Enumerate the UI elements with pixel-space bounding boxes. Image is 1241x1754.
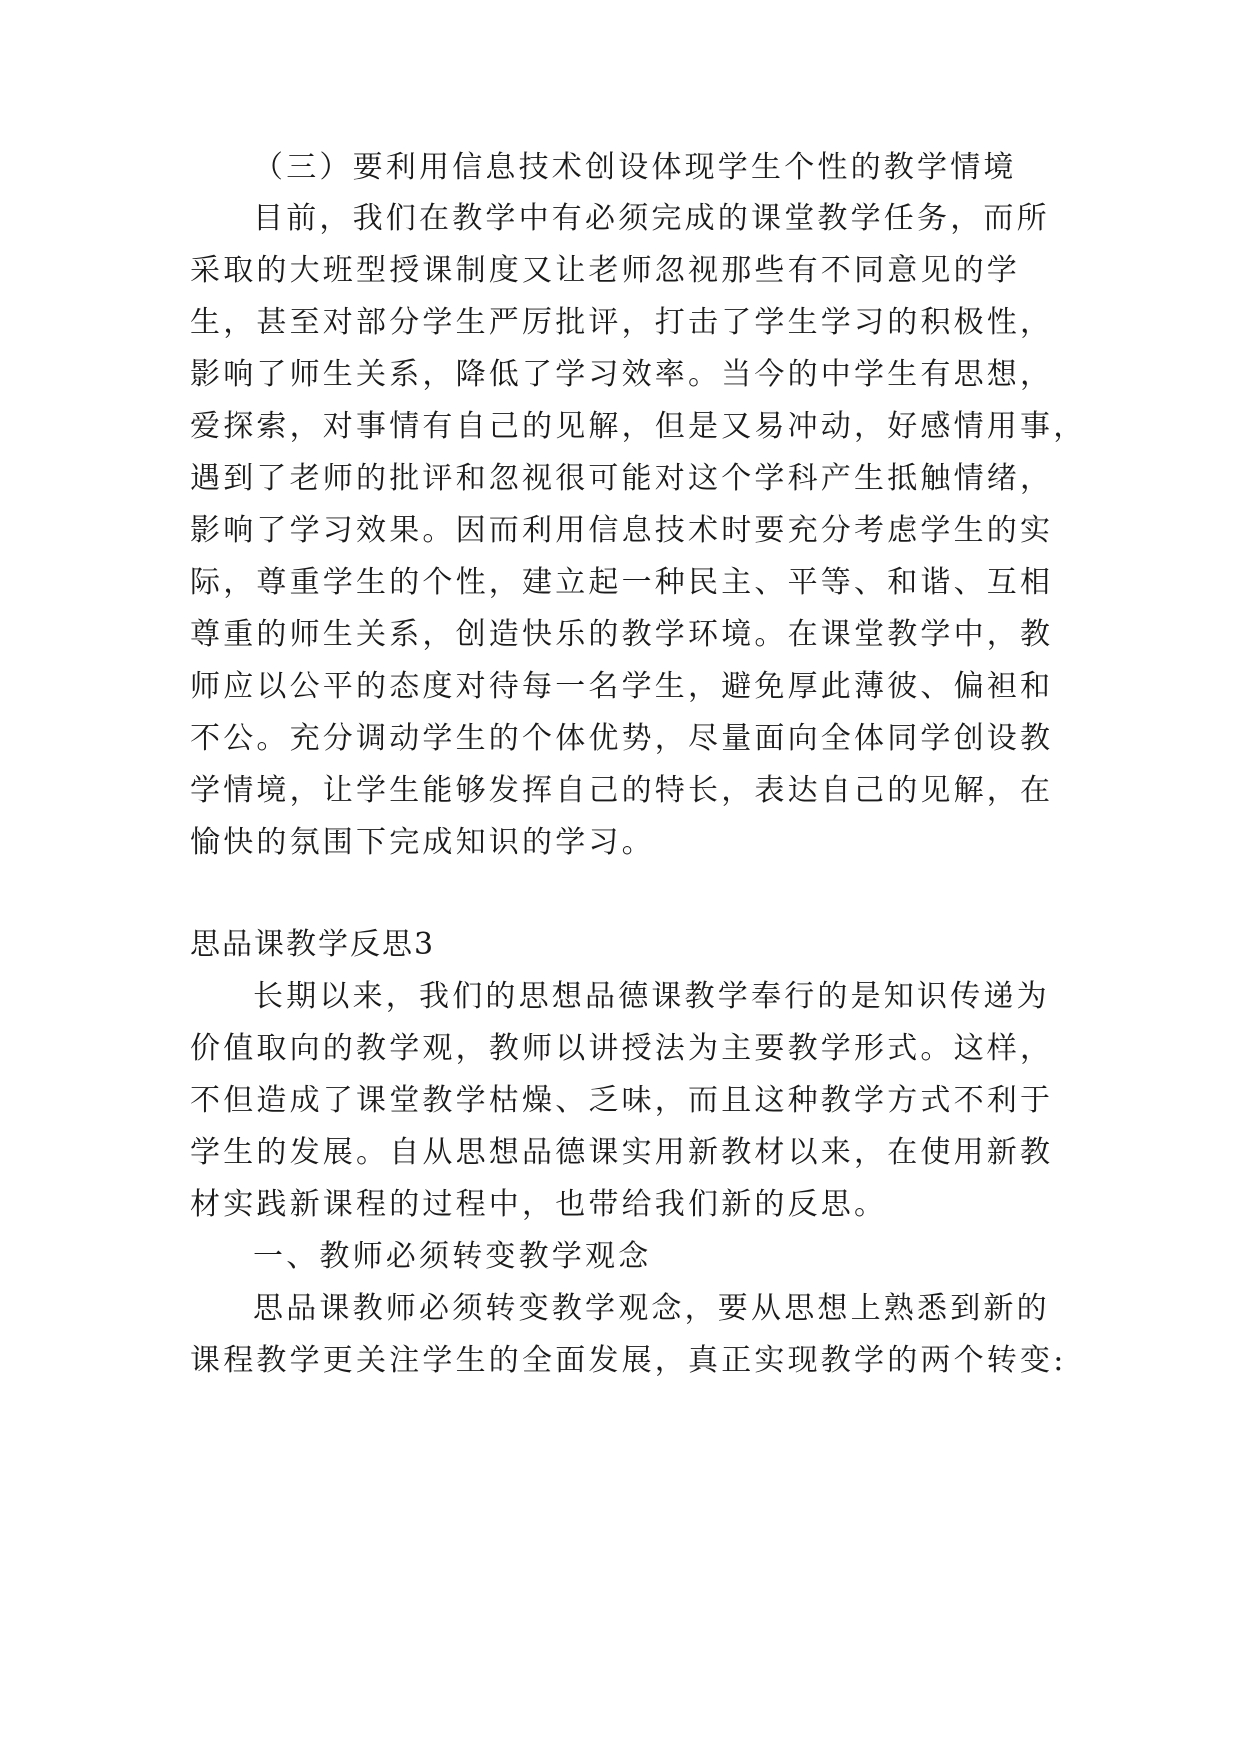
- section-title: 思品课教学反思3: [190, 927, 436, 962]
- paragraph-line: 际，尊重学生的个性，建立起一种民主、平等、和谐、互相: [190, 565, 1054, 600]
- paragraph-line: 影响了学习效果。因而利用信息技术时要充分考虑学生的实: [190, 513, 1054, 548]
- paragraph-line: 采取的大班型授课制度又让老师忽视那些有不同意见的学: [190, 253, 1020, 288]
- section-subheading: 一、教师必须转变教学观念: [253, 1239, 652, 1274]
- paragraph-line: 遇到了老师的批评和忽视很可能对这个学科产生抵触情绪，: [190, 461, 1054, 496]
- paragraph-line: 影响了师生关系，降低了学习效率。当今的中学生有思想，: [190, 357, 1054, 392]
- paragraph-line: 长期以来，我们的思想品德课教学奉行的是知识传递为: [253, 979, 1050, 1014]
- paragraph-line: 师应以公平的态度对待每一名学生，避免厚此薄彼、偏袒和: [190, 669, 1054, 704]
- paragraph-line: 目前，我们在教学中有必须完成的课堂教学任务，而所: [253, 201, 1050, 236]
- paragraph-line: 课程教学更关注学生的全面发展，真正实现教学的两个转变:: [190, 1343, 1067, 1378]
- paragraph-line: 思品课教师必须转变教学观念，要从思想上熟悉到新的: [253, 1291, 1050, 1326]
- section-heading: （三）要利用信息技术创设体现学生个性的教学情境: [253, 150, 1017, 185]
- paragraph-line: 尊重的师生关系，创造快乐的教学环境。在课堂教学中，教: [190, 617, 1054, 652]
- paragraph-line: 不但造成了课堂教学枯燥、乏味，而且这种教学方式不利于: [190, 1083, 1054, 1118]
- paragraph-line: 不公。充分调动学生的个体优势，尽量面向全体同学创设教: [190, 721, 1054, 756]
- paragraph-line: 学生的发展。自从思想品德课实用新教材以来，在使用新教: [190, 1135, 1054, 1170]
- paragraph-line: 生，甚至对部分学生严厉批评，打击了学生学习的积极性，: [190, 305, 1054, 340]
- paragraph-line: 学情境，让学生能够发挥自己的特长，表达自己的见解，在: [190, 773, 1054, 808]
- paragraph-line: 价值取向的教学观，教师以讲授法为主要教学形式。这样，: [190, 1031, 1054, 1066]
- paragraph-line: 爱探索，对事情有自己的见解，但是又易冲动，好感情用事，: [190, 409, 1087, 444]
- paragraph-line: 材实践新课程的过程中，也带给我们新的反思。: [190, 1187, 888, 1222]
- paragraph-line: 愉快的氛围下完成知识的学习。: [190, 825, 655, 860]
